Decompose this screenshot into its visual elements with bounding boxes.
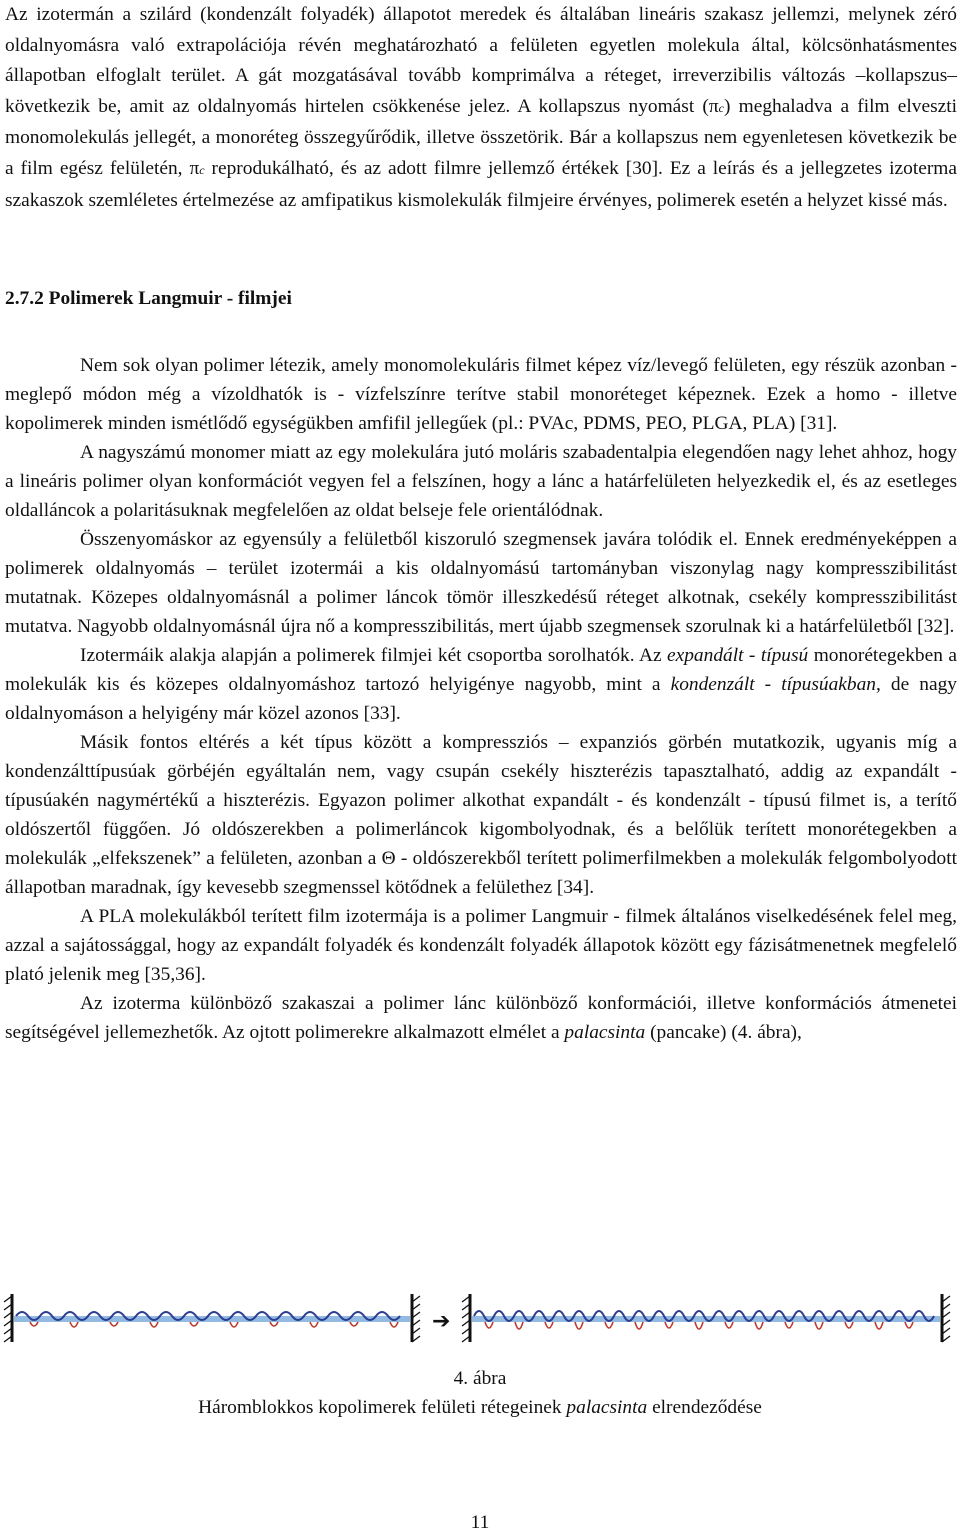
- paragraph-4-text-c: monorétegekben a molekulák kis és közepes oldalnyomáshoz tartozó helyigénye nagyobb, mint a: [5, 645, 957, 695]
- right-panel: [462, 1294, 950, 1342]
- paragraph-7-text-c: (pancake) (4. ábra),: [645, 1022, 802, 1043]
- paragraph-1: Nem sok olyan polimer létezik, amely monomolekuláris filmet képez víz/levegő felületen, egy részük azonban - meglepő módon még a vízoldhatók is - vízfelszínre terítve stabil monoréteget képeznek. Ezek a homo - illetve kopolimerek minden ismétlődő egységükben amfifil jellegűek (pl.: PVAc, PDMS, PEO, PLGA, PLA) [31].: [5, 355, 957, 434]
- pancake-diagram: [0, 1290, 960, 1350]
- figure-caption: [0, 1397, 960, 1419]
- caption-text-c: elrendeződése: [647, 1397, 762, 1418]
- intro-text-1: Az izotermán a szilárd (kondenzált folyadék) állapotot meredek és általában lineáris szakasz jellemzi, melynek zéró oldalnyomásra való extrapolációja révén meghatározható a felületen egyetlen molekula által, kölcsönhatásmentes állapotban elfoglalt terület. A gát mozgatásával tovább komprimálva a réteget, irreverzibilis változás –kollapszus– következik be, amit az oldalnyomás hirtelen csökkenése jelez. A kollapszus nyomást (: [5, 4, 957, 117]
- paragraph-6: A PLA molekulákból terített film izotermája is a polimer Langmuir - filmek általános viselkedésének felel meg, azzal a sajátossággal, hogy az expandált folyadék és kondenzált folyadék állapotok között egy fázisátmenetnek megfelelő plató jelenik meg [35,36].: [5, 906, 957, 985]
- polymer-loops-left: [30, 1322, 398, 1327]
- paragraph-4-text-e: , de nagy oldalnyomáson a helyigény már közel azonos [33].: [5, 674, 957, 724]
- figure-number: 4. ábra: [453, 1368, 507, 1389]
- caption-text-a: Háromblokkos kopolimerek felületi rétegeinek: [198, 1397, 567, 1418]
- intro-text-2: ) meghaladva a film elveszti monomolekulás jellegét, a monoréteg összegyűrődik, illetve összetörik. Bár a kollapszus nem egyenletesen következik be a film egész felületén,: [5, 95, 957, 179]
- paragraph-4: [5, 641, 957, 728]
- intro-text-3: reprodukálható, és az adott filmre jellemző értékek [30]. Ez a leírás és a jellegzetes izoterma szakaszok szemléletes értelmezése az amfipatikus kismolekulák filmjeire érvényes, polimerek esetén a helyzet kissé más.: [5, 157, 957, 211]
- paragraph-2: A nagyszámú monomer miatt az egy molekulára jutó moláris szabadentalpia elegendően nagy lehet ahhoz, hogy a lineáris polimer olyan konformációt vegyen fel a felszínen, hogy a lánc a határfelületen helyezkedik el, és az esetleges oldalláncok a polaritásuknak megfelelően az oldat belseje fele orientálódnak.: [5, 442, 957, 521]
- paragraph-4-text-a: Izotermáik alakja alapján a polimerek filmjei két csoportba sorolhatók. Az: [80, 645, 668, 666]
- caption-term: palacsinta: [566, 1397, 648, 1418]
- subscript-c: c: [718, 100, 724, 115]
- term-pancake: palacsinta: [564, 1022, 646, 1043]
- pi-symbol: π: [189, 157, 200, 179]
- left-panel: [4, 1294, 420, 1342]
- paragraph-3: Összenyomáskor az egyensúly a felületből kiszoruló szegmensek javára tolódik el. Ennek eredményeképpen a polimerek oldalnyomás – terület izotermái a kis oldalnyomású tartományban viszonylag nagy kompresszibilitást mutatnak. Közepes oldalnyomásnál a polimer láncok tömör illeszkedésű réteget alkotnak, csekély kompresszibilitást mutatva. Nagyobb oldalnyomásnál újra nő a kompresszibilitás, mert újabb szegmensek szorulnak ki a határfelületből [32].: [5, 529, 957, 637]
- arrow-icon: ➔: [432, 1309, 451, 1334]
- paragraph-7-text-a: Az izoterma különböző szakaszai a polimer lánc különböző konformációi, illetve konformációs átmenetei segítségével jellemezhetők. Az ojtott polimerekre alkalmazott elmélet a: [5, 993, 957, 1043]
- pi-symbol: π: [708, 95, 719, 117]
- paragraph-7: [5, 989, 957, 1047]
- polymer-loops-right: [485, 1322, 913, 1329]
- term-expanded: expandált - típusú: [667, 645, 809, 666]
- subscript-c: c: [199, 162, 205, 177]
- page-number: 11: [470, 1512, 490, 1533]
- intro-paragraph: [5, 0, 957, 216]
- paragraph-5: Másik fontos eltérés a két típus között a kompressziós – expanziós görbén mutatkozik, ugyanis míg a kondenzálttípusúak görbéjén egyáltalán nem, vagy csupán csekély hiszterézis tapasztalható, addig az expandált - típusúakén nagymértékű a hiszterézis. Egyazon polimer alkothat expandált - és kondenzált - típusú filmet is, a terítő oldószertől függően. Jó oldószerekben a polimerláncok kigombolyodnak, és a belőlük terített monorétegekben a molekulák „elfekszenek” a felületen, azonban a Θ - oldószerekből terített polimerfilmekben a molekulák felgombolyodott állapotban maradnak, így kevesebb szegmenssel kötődnek a felülethez [34].: [5, 732, 957, 898]
- section-body: [5, 351, 957, 1047]
- figure-4-illustration: [0, 1290, 960, 1350]
- term-condensed: kondenzált - típusúakban: [670, 674, 876, 695]
- section-heading: 2.7.2 Polimerek Langmuir - filmjei: [5, 288, 292, 309]
